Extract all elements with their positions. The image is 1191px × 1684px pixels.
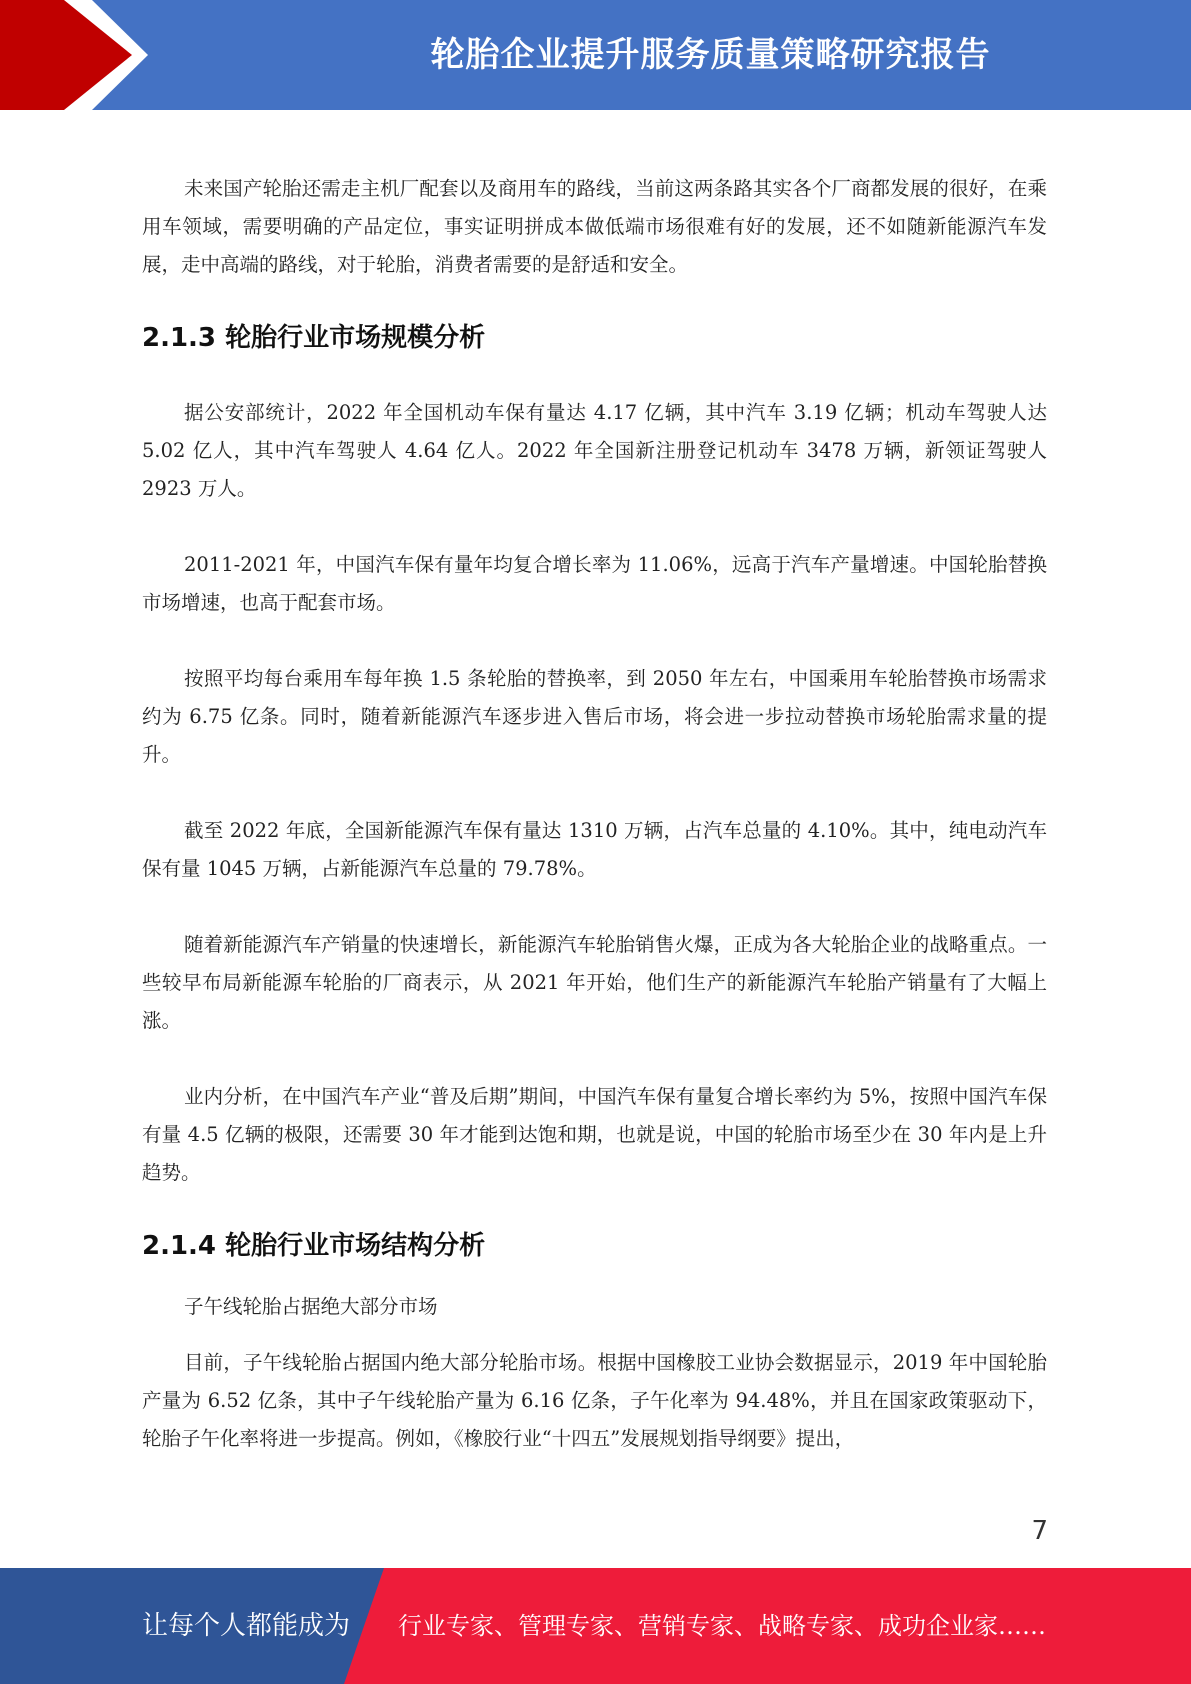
header-chevron-decoration [0, 0, 160, 110]
section-heading-2-1-4: 2.1.4 轮胎行业市场结构分析 [142, 1231, 486, 1261]
paragraph: 截至 2022 年底，全国新能源汽车保有量达 1310 万辆，占汽车总量的 4.10%。其中，纯电动汽车保有量 1045 万辆，占新能源汽车总量的 79.78%。 [142, 819, 1047, 880]
paragraph: 目前，子午线轮胎占据国内绝大部分轮胎市场。根据中国橡胶工业协会数据显示，2019 年中国轮胎产量为 6.52 亿条，其中子午线轮胎产量为 6.16 亿条，子午化率为 94.48%，并且在国家政策驱动下，轮胎子午化率将进一步提高。例如，《橡胶行业“十四五”发展规划指导纲要》提出， [142, 1351, 1047, 1450]
paragraph: 2011-2021 年，中国汽车保有量年均复合增长率为 11.06%，远高于汽车产量增速。中国轮胎替换市场增速，也高于配套市场。 [142, 553, 1047, 614]
paragraph: 据公安部统计，2022 年全国机动车保有量达 4.17 亿辆，其中汽车 3.19 亿辆；机动车驾驶人达 5.02 亿人，其中汽车驾驶人 4.64 亿人。2022 年全国新注册登记机动车 3478 万辆，新领证驾驶人 2923 万人。 [142, 401, 1047, 500]
footer-slogan-right: 行业专家、管理专家、营销专家、战略专家、成功企业家…… [398, 1612, 1046, 1640]
page-footer [0, 1568, 1191, 1684]
paragraph: 业内分析，在中国汽车产业“普及后期”期间，中国汽车保有量复合增长率约为 5%，按照中国汽车保有量 4.5 亿辆的极限，还需要 30 年才能到达饱和期，也就是说，中国的轮胎市场至少在 30 年内是上升趋势。 [142, 1085, 1047, 1184]
paragraph: 子午线轮胎占据绝大部分市场 [184, 1295, 438, 1318]
footer-slogan-left: 让每个人都能成为 [142, 1611, 351, 1641]
page-number: 7 [1031, 1516, 1048, 1546]
paragraph: 按照平均每台乘用车每年换 1.5 条轮胎的替换率，到 2050 年左右，中国乘用车轮胎替换市场需求约为 6.75 亿条。同时，随着新能源汽车逐步进入售后市场，将会进一步拉动替换市场轮胎需求量的提升。 [142, 667, 1047, 766]
report-title: 轮胎企业提升服务质量策略研究报告 [430, 35, 991, 75]
paragraph: 未来国产轮胎还需走主机厂配套以及商用车的路线，当前这两条路其实各个厂商都发展的很好，在乘用车领域，需要明确的产品定位，事实证明拼成本做低端市场很难有好的发展，还不如随新能源汽车发展，走中高端的路线，对于轮胎，消费者需要的是舒适和安全。 [142, 177, 1047, 276]
page-header [0, 0, 1191, 110]
paragraph: 随着新能源汽车产销量的快速增长，新能源汽车轮胎销售火爆，正成为各大轮胎企业的战略重点。一些较早布局新能源车轮胎的厂商表示，从 2021 年开始，他们生产的新能源汽车轮胎产销量有了大幅上涨。 [142, 933, 1047, 1032]
document-body [142, 170, 1047, 1458]
section-heading-2-1-3: 2.1.3 轮胎行业市场规模分析 [142, 323, 486, 353]
